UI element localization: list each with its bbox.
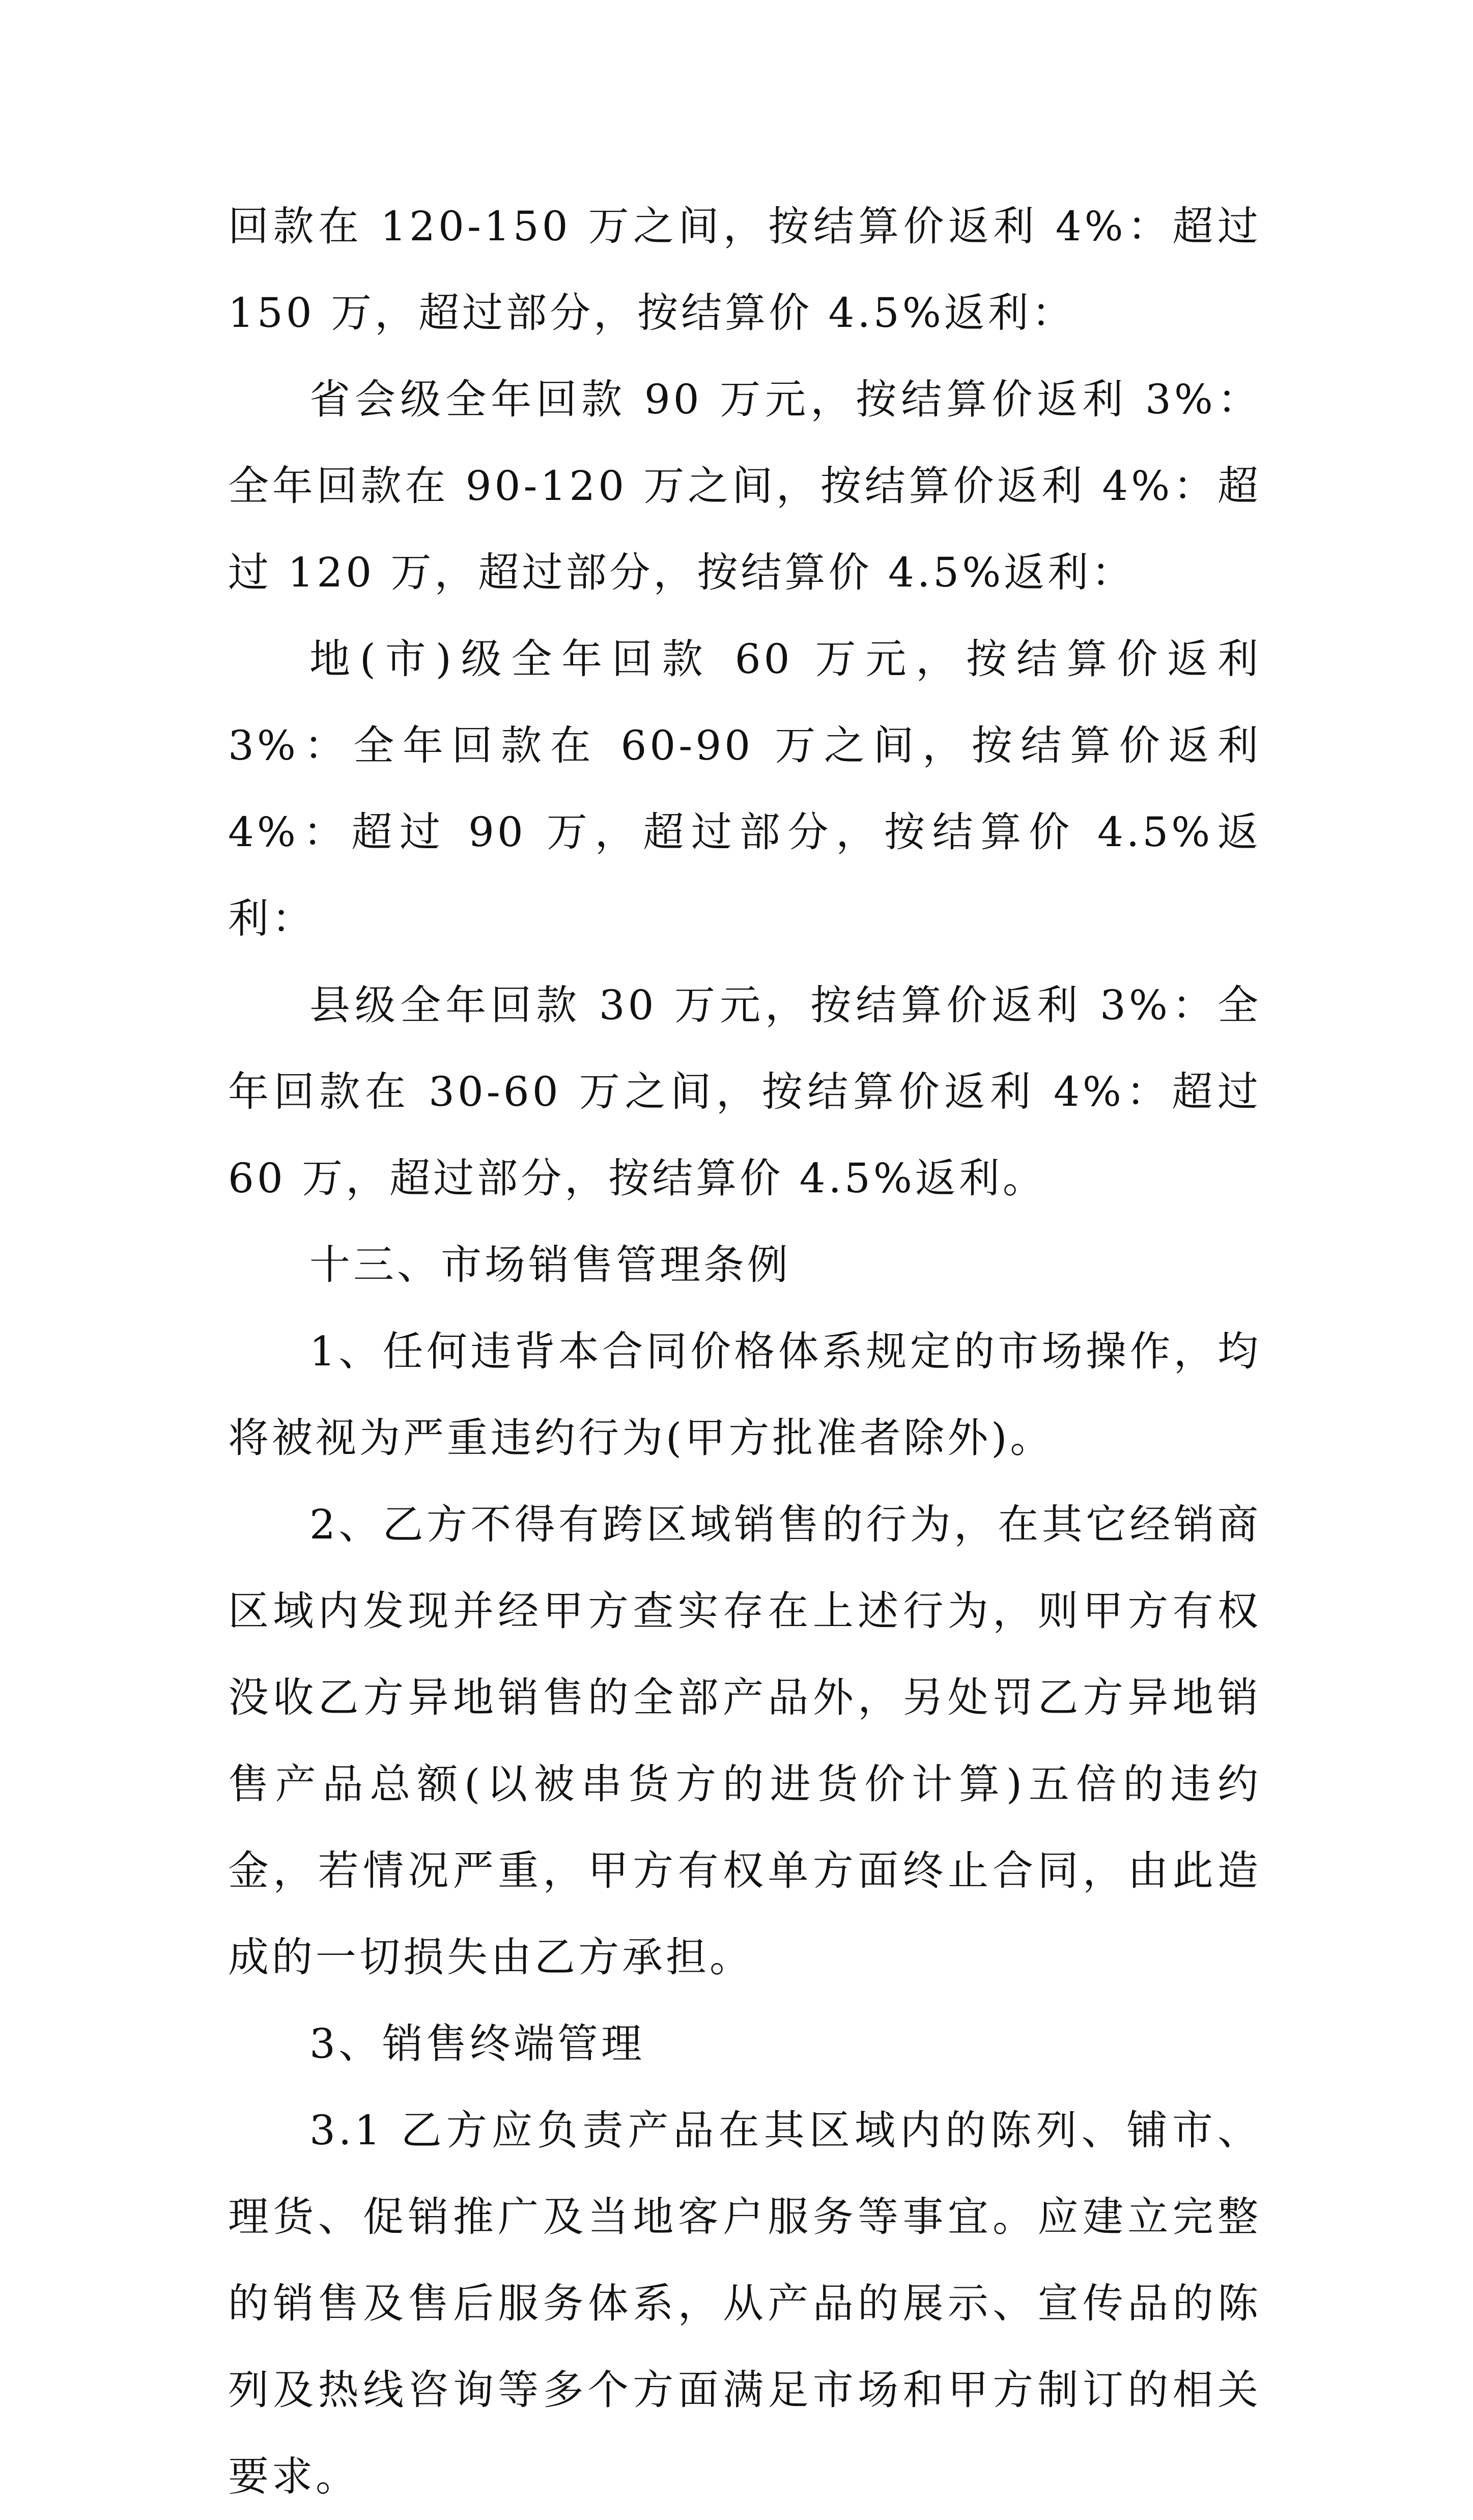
paragraph-county-rebate: 县级全年回款 30 万元，按结算价返利 3%：全年回款在 30-60 万之间，按结算价返利 4%：超过 60 万，超过部分，按结算价 4.5%返利。 bbox=[228, 982, 1261, 1202]
section-heading-13: 十三、市场销售管理条例 bbox=[309, 1241, 791, 1289]
document-body bbox=[228, 183, 1261, 2520]
clause-2: 2、乙方不得有跨区域销售的行为，在其它经销商区域内发现并经甲方查实存在上述行为，则甲方有权没收乙方异地销售的全部产品外，另处罚乙方异地销售产品总额(以被串货方的进货价计算)五倍的违约金，若情况严重，甲方有权单方面终止合同，由此造成的一切损失由乙方承担。 bbox=[228, 1501, 1261, 1981]
paragraph-rebate-continued: 回款在 120-150 万之间，按结算价返利 4%：超过 150 万，超过部分，按结算价 4.5%返利： bbox=[228, 203, 1261, 337]
paragraph-provincial-rebate: 省会级全年回款 90 万元，按结算价返利 3%：全年回款在 90-120 万之间，按结算价返利 4%：超过 120 万，超过部分，按结算价 4.5%返利： bbox=[228, 376, 1261, 596]
clause-3-1: 3.1 乙方应负责产品在其区域内的陈列、铺市、理货、促销推广及当地客户服务等事宜。应建立完整的销售及售后服务体系，从产品的展示、宣传品的陈列及热线咨询等多个方面满足市场和甲方制订的相关要求。 bbox=[228, 2107, 1261, 2500]
clause-1: 1、任何违背本合同价格体系规定的市场操作，均将被视为严重违约行为(甲方批准者除外)。 bbox=[228, 1328, 1261, 1462]
clause-3-heading: 3、销售终端管理 bbox=[309, 2020, 645, 2067]
paragraph-city-rebate: 地(市)级全年回款 60 万元，按结算价返利 3%：全年回款在 60-90 万之间，按结算价返利 4%：超过 90 万，超过部分，按结算价 4.5%返利： bbox=[228, 635, 1261, 942]
